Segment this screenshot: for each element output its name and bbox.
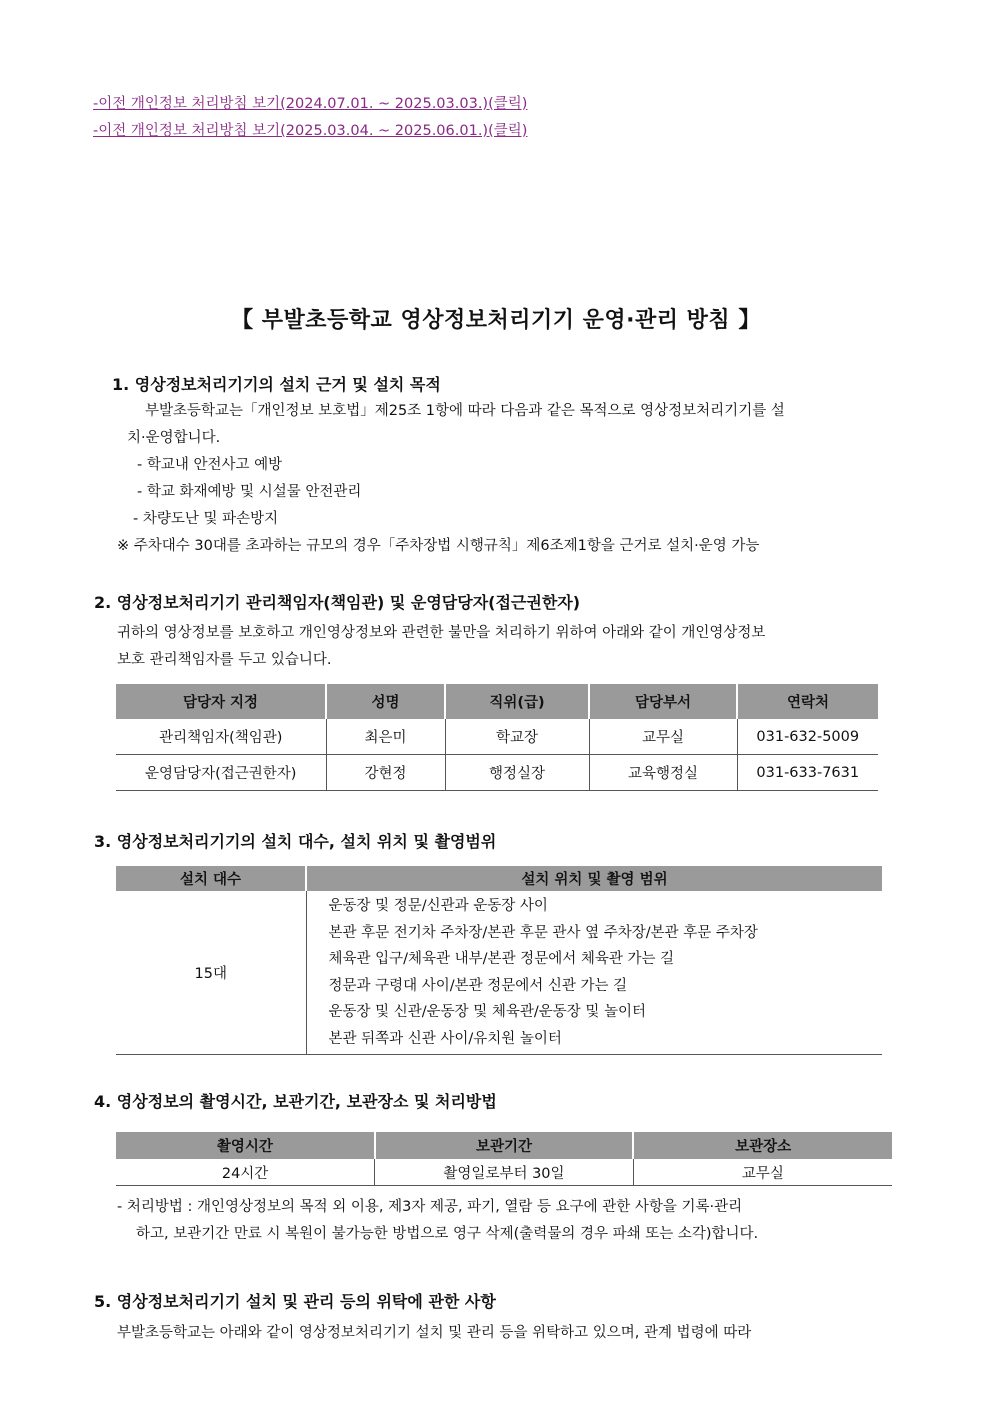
section-3-heading: 3. 영상정보처리기기의 설치 대수, 설치 위치 및 촬영범위 bbox=[94, 832, 497, 851]
section-4-heading: 4. 영상정보의 촬영시간, 보관기간, 보관장소 및 처리방법 bbox=[94, 1092, 497, 1111]
table-cell: 교무실 bbox=[633, 1159, 892, 1186]
installation-table bbox=[116, 866, 882, 1055]
location-item: 운동장 및 신관/운동장 및 체육관/운동장 및 놀이터 bbox=[328, 1004, 647, 1020]
installation-locations bbox=[306, 891, 882, 1055]
section-2-heading: 2. 영상정보처리기기 관리책임자(책임관) 및 운영담당자(접근권한자) bbox=[94, 593, 581, 612]
column-header: 보관장소 bbox=[633, 1132, 892, 1159]
processing-method-line1: - 처리방법 : 개인영상정보의 목적 외 이용, 제3자 제공, 파기, 열람 등 요구에 관한 사항을 기록·관리 bbox=[117, 1199, 743, 1215]
previous-policy-link-1[interactable]: -이전 개인정보 처리방침 보기(2024.07.01. ~ 2025.03.03.)(클릭) bbox=[93, 96, 528, 112]
column-header: 보관기간 bbox=[375, 1132, 634, 1159]
table-cell: 강현정 bbox=[326, 755, 445, 791]
column-header: 설치 위치 및 촬영 범위 bbox=[306, 866, 882, 891]
section-5-heading: 5. 영상정보처리기기 설치 및 관리 등의 위탁에 관한 사항 bbox=[94, 1292, 496, 1311]
column-header: 성명 bbox=[326, 684, 445, 719]
table-cell: 최은미 bbox=[326, 719, 445, 755]
section-1-item: - 차량도난 및 파손방지 bbox=[133, 511, 279, 527]
table-cell: 관리책임자(책임관) bbox=[116, 719, 326, 755]
document-title: 【 부발초등학교 영상정보처리기기 운영·관리 방침 】 bbox=[231, 308, 761, 333]
table-cell: 교무실 bbox=[589, 719, 737, 755]
table-cell: 031-633-7631 bbox=[737, 755, 878, 791]
column-header: 담당부서 bbox=[589, 684, 737, 719]
processing-method-line2: 하고, 보관기간 만료 시 복원이 불가능한 방법으로 영구 삭제(출력물의 경우 파쇄 또는 소각)합니다. bbox=[136, 1226, 759, 1242]
section-5-body-line1: 부발초등학교는 아래와 같이 영상정보처리기기 설치 및 관리 등을 위탁하고 있으며, 관계 법령에 따라 bbox=[117, 1325, 752, 1341]
column-header: 촬영시간 bbox=[116, 1132, 375, 1159]
column-header: 연락처 bbox=[737, 684, 878, 719]
section-1-heading: 1. 영상정보처리기기의 설치 근거 및 설치 목적 bbox=[112, 375, 441, 394]
table-cell: 24시간 bbox=[116, 1159, 375, 1186]
table-cell: 운영담당자(접근권한자) bbox=[116, 755, 326, 791]
table-cell: 행정실장 bbox=[445, 755, 589, 791]
section-2-body-line1: 귀하의 영상정보를 보호하고 개인영상정보와 관련한 불만을 처리하기 위하여 아래와 같이 개인영상정보 bbox=[117, 625, 766, 641]
section-1-item: - 학교내 안전사고 예방 bbox=[137, 457, 283, 473]
section-1-body-line2: 치·운영합니다. bbox=[127, 430, 221, 446]
section-1-item: - 학교 화재예방 및 시설물 안전관리 bbox=[137, 484, 362, 500]
table-row bbox=[116, 719, 878, 755]
location-item: 정문과 구령대 사이/본관 정문에서 신관 가는 길 bbox=[328, 977, 628, 994]
table-cell: 학교장 bbox=[445, 719, 589, 755]
table-cell: 031-632-5009 bbox=[737, 719, 878, 755]
section-1-body-line1: 부발초등학교는「개인정보 보호법」제25조 1항에 따라 다음과 같은 목적으로 영상정보처리기기를 설 bbox=[145, 403, 785, 419]
location-item: 체육관 입구/체육관 내부/본관 정문에서 체육관 가는 길 bbox=[328, 951, 675, 967]
table-row bbox=[116, 755, 878, 791]
table-cell: 촬영일로부터 30일 bbox=[375, 1159, 634, 1186]
table-row bbox=[116, 1159, 892, 1186]
manager-table bbox=[116, 684, 878, 791]
column-header: 설치 대수 bbox=[116, 866, 306, 891]
location-item: 본관 뒤쪽과 신관 사이/유치원 놀이터 bbox=[328, 1030, 562, 1047]
retention-table bbox=[116, 1132, 892, 1186]
column-header: 직위(급) bbox=[445, 684, 589, 719]
location-item: 본관 후문 전기차 주차장/본관 후문 관사 옆 주차장/본관 후문 주차장 bbox=[328, 924, 758, 941]
section-1-note: ※ 주차대수 30대를 초과하는 규모의 경우「주차장법 시행규칙」제6조제1항을 근거로 설치·운영 가능 bbox=[117, 538, 760, 554]
column-header: 담당자 지정 bbox=[116, 684, 326, 719]
table-row bbox=[116, 891, 882, 1055]
installation-count: 15대 bbox=[116, 891, 306, 1055]
location-item: 운동장 및 정문/신관과 운동장 사이 bbox=[328, 898, 548, 914]
previous-policy-link-2[interactable]: -이전 개인정보 처리방침 보기(2025.03.04. ~ 2025.06.01.)(클릭) bbox=[93, 123, 528, 139]
section-2-body-line2: 보호 관리책임자를 두고 있습니다. bbox=[117, 652, 332, 668]
table-cell: 교육행정실 bbox=[589, 755, 737, 791]
